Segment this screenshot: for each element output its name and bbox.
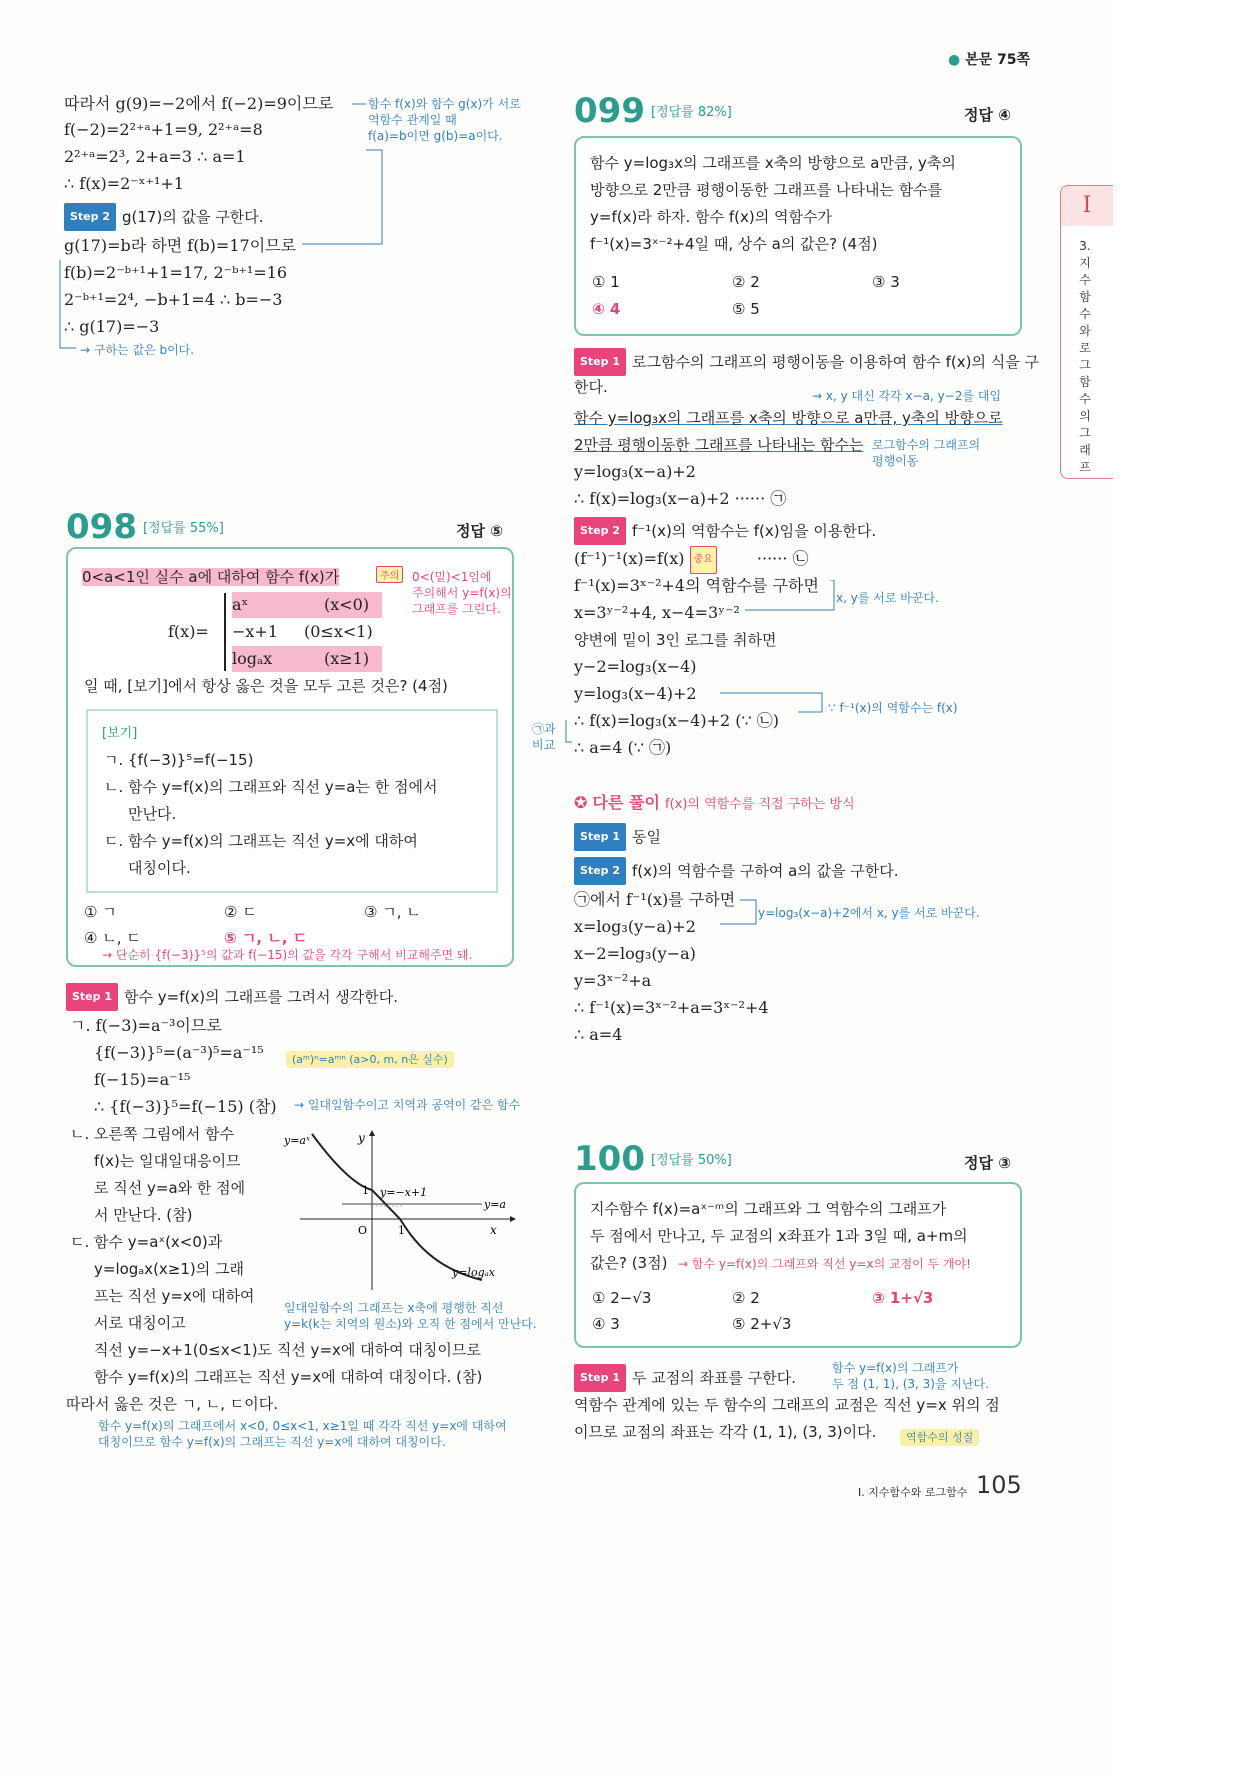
- question-number: 098: [66, 507, 137, 547]
- inverse-property-tag-text: 역함수의 성질: [900, 1429, 979, 1446]
- bogi-item: ㄴ. 함수 y=f(x)의 그래프와 직선 y=a는 한 점에서: [104, 778, 438, 796]
- chapter-side-tab: [1060, 185, 1113, 479]
- sol-line: y−2=log₃(x−4): [574, 657, 697, 676]
- sol-line: ∴ {f(−3)}⁵=f(−15) (참): [94, 1097, 277, 1116]
- footer-chapter: Ⅰ. 지수함수와 로그함수: [858, 1486, 968, 1499]
- choice: ② 2: [732, 273, 760, 291]
- step-text: 동일: [632, 828, 661, 846]
- inverse-note: ∵ f⁻¹(x)의 역함수는 f(x): [828, 701, 958, 715]
- sol-line: f(−15)=a⁻¹⁵: [94, 1070, 191, 1089]
- hint-text: 함수 y=f(x)의 그래프와 직선 y=x의 교점이 두 개야!: [691, 1257, 971, 1271]
- sol-line: x−2=log₃(y−a): [574, 944, 696, 963]
- answer-note-text: 구하는 값은 b이다.: [93, 343, 195, 357]
- sol-line: ㄷ. 함수 y=aˣ(x<0)과: [70, 1233, 223, 1251]
- sol-line: ∴ a=4: [574, 1025, 623, 1044]
- sol-line: 역함수 관계에 있는 두 함수의 그래프의 교점은 직선 y=x 위의 점: [574, 1396, 1000, 1414]
- points-note: 함수 y=f(x)의 그래프가 두 점 (1, 1), (3, 3)을 지난다.: [832, 1361, 989, 1391]
- stem-line: 값은? (3점): [590, 1254, 668, 1272]
- chapter-roman: Ⅰ: [1061, 186, 1113, 226]
- stem-text: 0<a<1인 실수 a에 대하여 함수 f(x)가: [82, 568, 340, 586]
- page-ref-text: 본문 75쪽: [965, 52, 1031, 68]
- solution-line: g(17)=b라 하면 f(b)=17이므로: [64, 236, 297, 255]
- sol100-step1: [574, 1364, 796, 1392]
- caution-tag-label: 주의: [376, 566, 403, 583]
- alt-subtitle: f(x)의 역함수를 직접 구하는 방식: [665, 797, 855, 812]
- case-1: [232, 592, 382, 618]
- stem-line: 지수함수 f(x)=aˣ⁻ᵐ의 그래프와 그 역함수의 그래프가: [590, 1200, 947, 1218]
- choice: ① 2−√3: [592, 1289, 652, 1307]
- sol-line: 프는 직선 y=x에 대하여: [94, 1287, 255, 1305]
- label-y-log: y=logₐx: [452, 1266, 495, 1279]
- q098-answer: 정답 ⑤: [456, 522, 503, 540]
- sol-line: {f(−3)}⁵=(a⁻³)⁵=a⁻¹⁵: [94, 1043, 264, 1062]
- sol-line: ∴ f(x)=log₃(x−a)+2 ······ ㉠: [574, 489, 787, 508]
- solution-line: ∴ f(x)=2⁻ˣ⁺¹+1: [64, 174, 184, 193]
- hint-text: 단순히 {f(−3)}⁵의 값과 f(−15)의 값을 각각 구해서 비교해주면 돼.: [115, 948, 473, 962]
- sol-line: 이므로 교점의 좌표는 각각 (1, 1), (3, 3)이다.: [574, 1423, 877, 1441]
- x-arrow: [510, 1216, 516, 1222]
- sol-line: f⁻¹(x)=3ˣ⁻²+4의 역함수를 구하면: [574, 576, 819, 595]
- case-2: [232, 619, 382, 645]
- case-expr: −x+1: [232, 622, 279, 641]
- q098-problem-box: [66, 547, 514, 967]
- step-text: 두 교점의 좌표를 구한다.: [632, 1369, 796, 1387]
- q100-header: [574, 1140, 732, 1178]
- page-ref: [948, 47, 1030, 73]
- step-text: g(17)의 값을 구한다.: [122, 208, 264, 226]
- correct-choice-text: ③ 1+√3: [872, 1289, 934, 1307]
- choice: ① 1: [592, 273, 620, 291]
- solution-line: ∴ g(17)=−3: [64, 317, 160, 336]
- step-badge: Step 2: [64, 203, 116, 231]
- label-y: y: [358, 1131, 365, 1145]
- sol098-step1: [66, 983, 398, 1011]
- correct-rate: [정답률 82%]: [650, 105, 732, 120]
- sol-line: 서로 대칭이고: [94, 1314, 186, 1332]
- sol-line: 직선 y=−x+1(0≤x<1)도 직선 y=x에 대하여 대칭이므로: [94, 1341, 481, 1359]
- sol-line: x=log₃(y−a)+2: [574, 917, 696, 936]
- bogi-title: [보기]: [102, 726, 138, 741]
- choice: ② ㄷ: [224, 903, 257, 921]
- important-tag: 중요: [690, 546, 717, 574]
- case-cond: (x<0): [324, 595, 370, 614]
- case-cond: (0≤x<1): [304, 622, 373, 641]
- step-text: 로그함수의 그래프의 평행이동을 이용하여 함수 f(x)의 식을 구: [632, 353, 1040, 371]
- inverse-relation-note: 함수 f(x)와 함수 g(x)가 서로 역함수 관계일 때 f(a)=b이면 g(b)=a이다.: [368, 97, 521, 143]
- bogi-item: 만난다.: [128, 805, 177, 823]
- choice: ⑤ 2+√3: [732, 1315, 792, 1333]
- stem-line: 두 점에서 만나고, 두 교점의 x좌표가 1과 3일 때, a+m의: [590, 1227, 968, 1245]
- solution-line: 따라서 g(9)=−2에서 f(−2)=9이므로: [64, 94, 334, 113]
- stem-line: 방향으로 2만큼 평행이동한 그래프를 나타내는 함수를: [590, 181, 943, 199]
- inverse-property-tag: [900, 1426, 979, 1445]
- function-graph: [282, 1128, 522, 1296]
- choice: ③ 3: [872, 273, 900, 291]
- exponent-note-text: (aᵐ)ⁿ=aᵐⁿ (a>0, m, n은 실수): [286, 1051, 454, 1068]
- sol-line: 서 만난다. (참): [94, 1206, 193, 1224]
- label-one-y: 1: [362, 1184, 369, 1197]
- label-x: x: [490, 1223, 497, 1237]
- onto-note-text: 일대일함수이고 치역과 공역이 같은 함수: [307, 1098, 521, 1112]
- bogi-item: 대칭이다.: [128, 859, 191, 877]
- q098-stem-line2: 일 때, [보기]에서 항상 옳은 것을 모두 고른 것은? (4점): [84, 677, 448, 695]
- sol099-step2: [574, 517, 876, 545]
- exponent-note: [286, 1048, 454, 1067]
- label-origin: O: [358, 1224, 368, 1237]
- correct-choice-text: ④ 4: [592, 300, 621, 318]
- fx-label: f(x)=: [168, 622, 209, 641]
- step-text: 함수 y=f(x)의 그래프를 그려서 생각한다.: [124, 988, 399, 1006]
- alt-step1: [574, 823, 661, 851]
- question-number: 099: [574, 91, 645, 131]
- caution-tag: [376, 566, 403, 585]
- solution-line: 2²⁺ᵃ=2³, 2+a=3 ∴ a=1: [64, 147, 246, 166]
- q100-hint: → 함수 y=f(x)의 그래프와 직선 y=x의 교점이 두 개야!: [678, 1257, 971, 1271]
- chapter-side-text: 3. 지 수 함 수 와 로 그 함 수 의 그 래 프: [1079, 239, 1091, 474]
- step-text-cont: 한다.: [574, 378, 608, 396]
- sol-line: y=log₃(x−4)+2: [574, 684, 697, 703]
- label-one-x: 1: [398, 1224, 405, 1237]
- q098-hint: → 단순히 {f(−3)}⁵의 값과 f(−15)의 값을 각각 구해서 비교해주면 돼.: [102, 948, 473, 962]
- q100-problem-box: [574, 1182, 1022, 1348]
- swap-note: x, y를 서로 바꾼다.: [836, 591, 939, 605]
- sol-line: 함수 y=log₃x의 그래프를 x축의 방향으로 a만큼, y축의 방향으로: [574, 409, 1003, 427]
- caution-note: 0<(밑)<1임에 주의해서 y=f(x)의 그래프를 그린다.: [412, 570, 512, 616]
- choice: ② 2: [732, 1289, 760, 1307]
- sol-line: ㄱ. f(−3)=a⁻³이므로: [70, 1016, 222, 1035]
- solution-line: 2⁻ᵇ⁺¹=2⁴, −b+1=4 ∴ b=−3: [64, 290, 283, 309]
- bogi-item: ㄷ. 함수 y=f(x)의 그래프는 직선 y=x에 대하여: [104, 832, 418, 850]
- brace: [224, 593, 226, 671]
- label-y-line: y=−x+1: [380, 1186, 428, 1199]
- stem-line: 함수 y=log₃x의 그래프를 x축의 방향으로 a만큼, y축의: [590, 154, 956, 172]
- question-number: 100: [574, 1139, 645, 1179]
- sol-line: ㉠에서 f⁻¹(x)를 구하면: [574, 890, 736, 909]
- sol-line: x=3ʸ⁻²+4, x−4=3ʸ⁻²: [574, 603, 740, 622]
- circle-icon: ●: [948, 52, 961, 68]
- case-expr: logₐx: [232, 649, 273, 668]
- sol099-step1: [574, 348, 1039, 376]
- sol-line: 양변에 밑이 3인 로그를 취하면: [574, 631, 777, 649]
- connector-lines: [50, 90, 390, 360]
- choice: ④ ㄴ, ㄷ: [84, 929, 141, 947]
- q099-answer: 정답 ④: [964, 106, 1011, 124]
- swap-note-2: y=log₃(x−a)+2에서 x, y를 서로 바꾼다.: [758, 906, 980, 920]
- translation-note: 로그함수의 그래프의 평행이동: [872, 438, 981, 468]
- answer-note: → 구하는 값은 b이다.: [80, 343, 195, 357]
- correct-choice-text: ⑤ ㄱ, ㄴ, ㄷ: [224, 929, 308, 947]
- choice: ③ ㄱ, ㄴ: [364, 903, 421, 921]
- alt-title: 다른 풀이: [592, 793, 660, 812]
- choice: ⑤ 5: [732, 300, 760, 318]
- choice: ④ 3: [592, 1315, 620, 1333]
- stem-line: f⁻¹(x)=3ˣ⁻²+4일 때, 상수 a의 값은? (4점): [590, 235, 878, 253]
- sol-line: 함수 y=f(x)의 그래프는 직선 y=x에 대하여 대칭이다. (참): [94, 1368, 483, 1386]
- step-text: f⁻¹(x)의 역함수는 f(x)임을 이용한다.: [632, 522, 877, 540]
- sol-line: ∴ a=4 (∵ ㉠): [574, 738, 672, 757]
- q099-header: [574, 92, 732, 130]
- q098-stem-line1: [82, 564, 339, 590]
- star-icon: ✪: [574, 793, 588, 812]
- sol-line: ∴ f(x)=log₃(x−4)+2 (∵ ㉡): [574, 711, 780, 730]
- sol-line: y=logₐx(x≥1)의 그래: [94, 1260, 244, 1278]
- choice: ① ㄱ: [84, 903, 117, 921]
- sol-line: y=log₃(x−a)+2: [574, 462, 696, 481]
- sol-line: ㄴ. 오른쪽 그림에서 함수: [70, 1125, 234, 1143]
- choice-correct: [872, 1285, 933, 1311]
- y-arrow: [369, 1130, 375, 1136]
- bogi-item: ㄱ. {f(−3)}⁵=f(−15): [104, 751, 254, 769]
- q099-problem-box: [574, 136, 1022, 336]
- sol-line: y=3ˣ⁻²+a: [574, 971, 652, 990]
- substitution-note-text: x, y 대신 각각 x−a, y−2를 대입: [825, 389, 1002, 403]
- alt-step2: [574, 857, 899, 885]
- case-3: [232, 646, 382, 672]
- substitution-note: → x, y 대신 각각 x−a, y−2를 대입: [812, 389, 1002, 403]
- final-note: 함수 y=f(x)의 그래프에서 x<0, 0≤x<1, x≥1일 때 각각 직선 y=x에 대하여 대칭이므로 함수 y=f(x)의 그래프는 직선 y=x에 대하여 대칭이다.: [98, 1419, 507, 1449]
- q100-answer: 정답 ③: [964, 1154, 1011, 1172]
- case-expr: aˣ: [232, 595, 249, 614]
- sol-line: 로 직선 y=a와 한 점에: [94, 1179, 246, 1197]
- onto-note: → 일대일함수이고 치역과 공역이 같은 함수: [294, 1098, 521, 1112]
- compare-note: ㉠과 비교: [532, 722, 556, 752]
- step-badge: Step 1: [574, 823, 626, 851]
- step-badge: Step 1: [66, 983, 118, 1011]
- choice-correct: [592, 296, 620, 322]
- connector-lines: [560, 580, 840, 755]
- label-2: ······ ㉡: [756, 549, 809, 568]
- sol-line: f(x)는 일대일대응이므: [94, 1152, 241, 1170]
- step-badge: Step 2: [574, 857, 626, 885]
- step-badge: Step 2: [574, 517, 626, 545]
- q098-header: [66, 508, 224, 546]
- step-badge: Step 1: [574, 1364, 626, 1392]
- sol-line: 2만큼 평행이동한 그래프를 나타내는 함수는: [574, 436, 864, 454]
- sol-line: ∴ f⁻¹(x)=3ˣ⁻²+a=3ˣ⁻²+4: [574, 998, 769, 1017]
- page-number: 105: [976, 1471, 1022, 1499]
- sol-line: 따라서 옳은 것은 ㄱ, ㄴ, ㄷ이다.: [66, 1395, 279, 1413]
- sol-line: [574, 546, 809, 574]
- step-badge: Step 1: [574, 348, 626, 376]
- bogi-box: [86, 709, 498, 893]
- label-y-ax: y=aˣ: [284, 1134, 310, 1147]
- stem-line: y=f(x)라 하자. 함수 f(x)의 역함수가: [590, 208, 832, 226]
- formula: (f⁻¹)⁻¹(x)=f(x): [574, 549, 685, 568]
- one-to-one-note: 일대일함수의 그래프는 x축에 평행한 직선 y=k(k는 치역의 원소)와 오직 한 점에서 만난다.: [284, 1301, 537, 1331]
- label-y-a: y=a: [484, 1198, 506, 1211]
- case-cond: (x≥1): [324, 649, 370, 668]
- solution-line: f(b)=2⁻ᵇ⁺¹+1=17, 2⁻ᵇ⁺¹=16: [64, 263, 288, 282]
- step-text: f(x)의 역함수를 구하여 a의 값을 구한다.: [632, 862, 899, 880]
- alt-solution-header: [574, 790, 855, 816]
- graph-curve: [312, 1134, 482, 1280]
- correct-rate: [정답률 50%]: [650, 1153, 732, 1168]
- correct-rate: [정답률 55%]: [142, 521, 224, 536]
- connector-lines: [710, 892, 810, 932]
- solution-line: f(−2)=2²⁺ᵃ+1=9, 2²⁺ᵃ=8: [64, 120, 263, 139]
